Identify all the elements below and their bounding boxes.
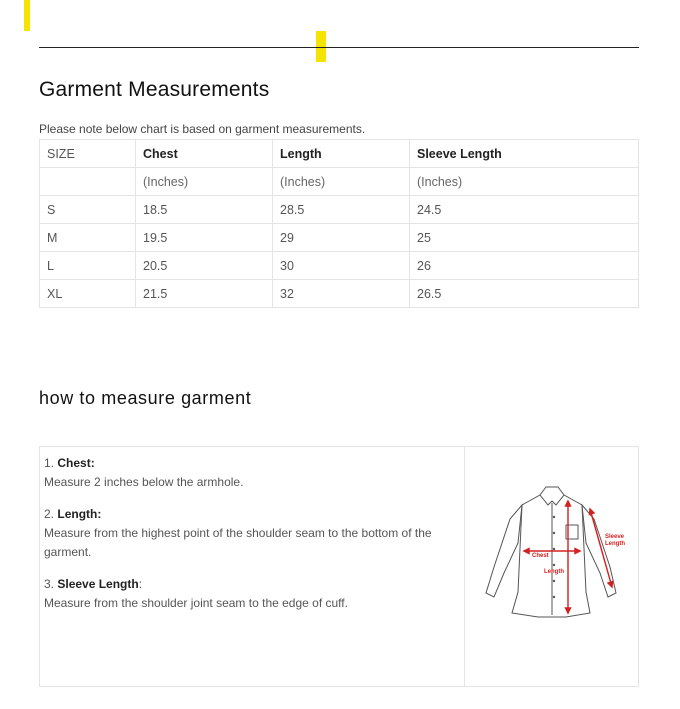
table-cell: 18.5 [136,196,273,224]
table-cell: 21.5 [136,280,273,308]
chest-diagram-label: Chest [532,553,549,559]
measure-instructions [40,447,465,686]
length-column-header: Length [273,140,410,168]
table-cell: 28.5 [273,196,410,224]
table-cell: 26 [410,252,639,280]
shirt-body [512,495,590,617]
instruction-chest [44,454,460,492]
instruction-number: 3. [44,577,55,591]
instruction-sleeve-length [44,575,460,613]
instruction-suffix: : [138,577,143,591]
top-divider [39,47,639,48]
table-cell: 29 [273,224,410,252]
table-cell [40,168,136,196]
table-cell: 30 [273,252,410,280]
table-cell: (Inches) [273,168,410,196]
chest-column-header: Chest [136,140,273,168]
sleeve-diagram-label-2: Length [605,541,625,547]
table-cell: 32 [273,280,410,308]
table-cell: (Inches) [136,168,273,196]
instruction-number: 2. [44,507,55,521]
table-cell: S [40,196,136,224]
table-row [40,224,639,252]
instruction-number: 1. [44,456,55,470]
table-cell: (Inches) [410,168,639,196]
instruction-label: Sleeve Length [57,577,139,591]
measure-instructions-box [39,446,639,687]
table-header-row [40,140,639,168]
table-cell: 24.5 [410,196,639,224]
sleeve-length-column-header: Sleeve Length [410,140,639,168]
table-cell: 25 [410,224,639,252]
instruction-length [44,505,460,562]
size-chart-table [39,139,639,308]
length-diagram-label: Length [544,569,564,575]
instruction-text: Measure 2 inches below the armhole. [44,475,244,489]
shirt-diagram [466,447,638,686]
table-units-row [40,168,639,196]
table-cell: M [40,224,136,252]
instruction-text: Measure from the highest point of the shoulder seam to the bottom of the garment. [44,526,432,559]
page-title: Garment Measurements [39,78,270,101]
table-cell: L [40,252,136,280]
table-row [40,280,639,308]
table-cell: 19.5 [136,224,273,252]
table-cell: XL [40,280,136,308]
instruction-label: Length: [57,507,102,521]
chart-note: Please note below chart is based on garment measurements. [39,122,366,136]
how-to-measure-title: how to measure garment [39,388,252,408]
table-cell: 26.5 [410,280,639,308]
table-row [40,252,639,280]
shirt-left-sleeve [486,505,522,597]
yellow-accent-mark-left [24,0,30,31]
size-column-header: SIZE [40,140,136,168]
table-row [40,196,639,224]
table-cell: 20.5 [136,252,273,280]
sleeve-diagram-label: Sleeve [605,534,625,540]
shirt-measurement-illustration [466,447,638,686]
instruction-text: Measure from the shoulder joint seam to the edge of cuff. [44,596,348,610]
instruction-label: Chest: [57,456,95,470]
